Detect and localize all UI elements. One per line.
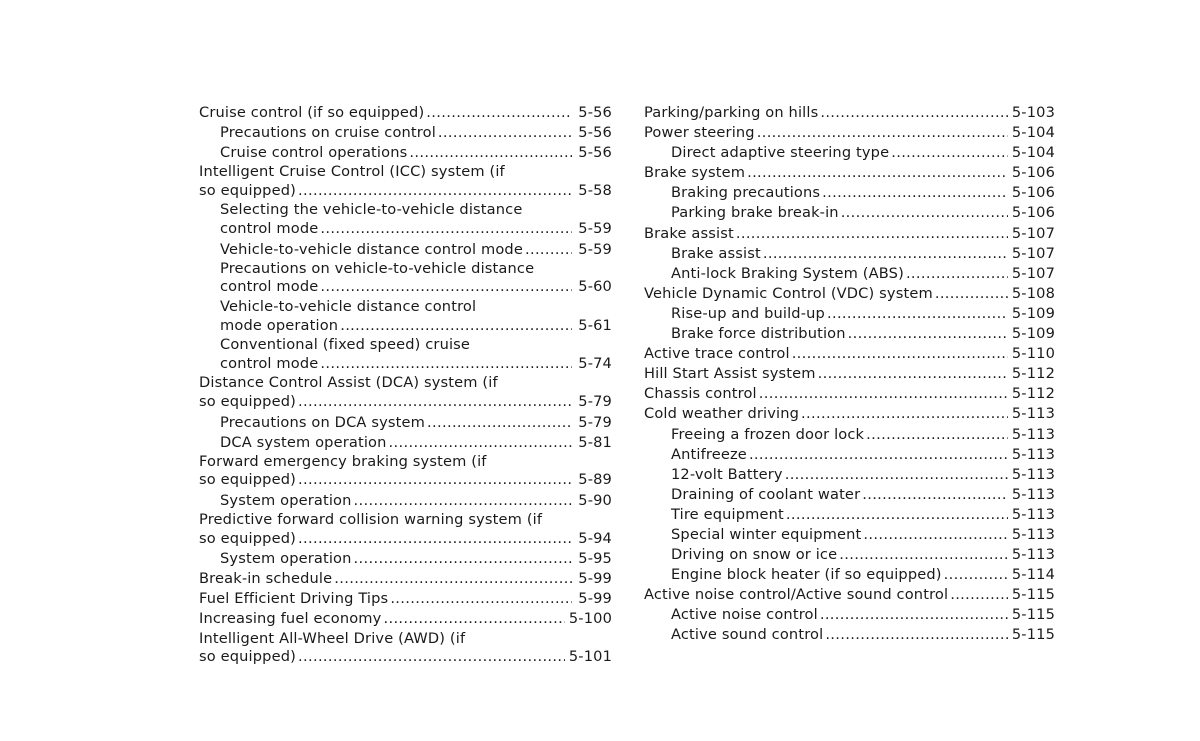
entry-line (671, 625, 1055, 645)
page-number: 5-61 (578, 316, 612, 334)
entry-title: Precautions on DCA system (220, 413, 425, 431)
entry-line (644, 123, 1055, 143)
entry-line-continued (220, 336, 612, 354)
entry-line (220, 354, 612, 375)
page-number: 5-79 (578, 392, 612, 410)
page-number: 5-56 (578, 104, 612, 121)
entry-title: Vehicle Dynamic Control (VDC) system (644, 284, 933, 302)
entry-line (671, 143, 1055, 163)
page-number: 5-107 (1011, 244, 1055, 262)
dot-leader (436, 123, 572, 143)
index-subentry (199, 491, 612, 511)
page-number: 5-94 (578, 529, 612, 547)
entry-line (671, 465, 1055, 485)
index-entry (644, 404, 1055, 424)
entry-title: Cruise control (if so equipped) (199, 104, 425, 121)
page-number: 5-113 (1011, 445, 1055, 463)
page-number: 5-60 (578, 278, 612, 296)
page-number: 5-115 (1011, 586, 1055, 604)
entry-title: Predictive forward collision warning system (if (199, 510, 543, 528)
index-entry (644, 224, 1055, 244)
index-subentry (644, 324, 1055, 344)
index-entry (199, 453, 612, 491)
entry-title: Brake system (644, 164, 746, 182)
page-number: 5-56 (578, 124, 612, 142)
index-entry (644, 163, 1055, 183)
dot-leader (839, 203, 1008, 223)
entry-line (220, 143, 612, 163)
entry-title: Active noise control/Active sound control (644, 586, 949, 604)
dot-leader (889, 143, 1008, 163)
index-column-left (199, 103, 612, 668)
index-subentry (644, 505, 1055, 525)
entry-line-continued (220, 298, 612, 316)
page-number: 5-113 (1011, 425, 1055, 443)
entry-line (199, 392, 612, 413)
index-subentry (644, 625, 1055, 645)
entry-title: Precautions on vehicle-to-vehicle distance (220, 259, 535, 277)
dot-leader (818, 103, 1008, 123)
page-number: 5-103 (1011, 104, 1055, 121)
dot-leader (318, 219, 572, 240)
index-subentry (199, 240, 612, 260)
dot-leader (942, 565, 1008, 585)
index-entry (644, 364, 1055, 384)
entry-line (199, 103, 612, 123)
entry-line (199, 609, 612, 629)
dot-leader (318, 354, 572, 375)
dot-leader (745, 163, 1008, 183)
entry-line-continued (220, 201, 612, 219)
entry-line (671, 505, 1055, 525)
entry-title: Rise-up and build-up (671, 304, 825, 322)
index-entry (644, 123, 1055, 143)
entry-title: Distance Control Assist (DCA) system (if (199, 374, 498, 392)
index-subentry (644, 264, 1055, 284)
dot-leader (820, 183, 1008, 203)
entry-line (644, 585, 1055, 605)
entry-line (220, 219, 612, 240)
dot-leader (904, 264, 1008, 284)
entry-line (220, 277, 612, 298)
entry-title: Brake force distribution (671, 325, 846, 343)
index-subentry (644, 203, 1055, 223)
dot-leader (296, 470, 572, 491)
dot-leader (387, 433, 572, 453)
entry-title: Break-in schedule (199, 570, 333, 588)
entry-line (220, 240, 612, 260)
entry-title: Driving on snow or ice (671, 546, 838, 564)
entry-title: Conventional (fixed speed) cruise (220, 336, 471, 354)
entry-title: so equipped) (199, 471, 296, 489)
page-number: 5-113 (1011, 546, 1055, 564)
entry-title: control mode (220, 278, 319, 296)
index-column-right (644, 103, 1055, 646)
dot-leader (338, 316, 572, 337)
dot-leader (747, 445, 1008, 465)
entry-line (220, 491, 612, 511)
entry-title: Intelligent All-Wheel Drive (AWD) (if (199, 629, 466, 647)
entry-line (644, 284, 1055, 304)
page-number: 5-107 (1011, 224, 1055, 242)
dot-leader (837, 545, 1008, 565)
page-number: 5-104 (1011, 124, 1055, 142)
index-subentry (199, 298, 612, 336)
dot-leader (799, 404, 1008, 424)
dot-leader (860, 485, 1008, 505)
index-entry (199, 630, 612, 668)
entry-line (644, 163, 1055, 183)
index-entry (199, 163, 612, 201)
dot-leader (825, 304, 1008, 324)
entry-title: Fuel Efficient Driving Tips (199, 590, 389, 608)
entry-line (220, 123, 612, 143)
entry-line-continued (199, 630, 612, 648)
entry-title: Brake assist (644, 224, 734, 242)
entry-line (220, 549, 612, 569)
entry-title: Direct adaptive steering type (671, 144, 890, 162)
entry-line (671, 244, 1055, 264)
dot-leader (407, 143, 572, 163)
entry-title: Brake assist (671, 244, 761, 262)
dot-leader (864, 425, 1008, 445)
entry-title: Cold weather driving (644, 405, 800, 423)
dot-leader (332, 569, 572, 589)
page-number: 5-115 (1011, 626, 1055, 644)
entry-line (671, 304, 1055, 324)
entry-line-continued (220, 260, 612, 278)
page-number: 5-99 (578, 570, 612, 588)
page-number: 5-113 (1011, 405, 1055, 423)
index-entry (644, 344, 1055, 364)
page-number: 5-104 (1011, 144, 1055, 162)
dot-leader (818, 605, 1008, 625)
entry-line (644, 103, 1055, 123)
page-number: 5-59 (578, 220, 612, 238)
index-subentry (199, 260, 612, 298)
entry-line (644, 364, 1055, 384)
entry-title: Braking precautions (671, 184, 821, 202)
page-number: 5-114 (1011, 566, 1055, 584)
dot-leader (846, 324, 1008, 344)
page-number: 5-110 (1011, 345, 1055, 363)
index-subentry (644, 465, 1055, 485)
entry-line (671, 545, 1055, 565)
index-subentry (644, 304, 1055, 324)
entry-line-continued (199, 453, 612, 471)
index-subentry (644, 485, 1055, 505)
index-subentry (644, 425, 1055, 445)
page-number: 5-99 (578, 590, 612, 608)
entry-title: Precautions on cruise control (220, 124, 436, 142)
page-number: 5-90 (578, 491, 612, 509)
entry-title: Selecting the vehicle-to-vehicle distance (220, 201, 523, 219)
entry-line (671, 183, 1055, 203)
entry-title: Parking brake break-in (671, 204, 839, 222)
entry-title: Active trace control (644, 345, 790, 363)
index-subentry (644, 183, 1055, 203)
index-subentry (644, 143, 1055, 163)
entry-line-continued (199, 511, 612, 529)
page-number: 5-56 (578, 144, 612, 162)
entry-title: Increasing fuel economy (199, 610, 382, 628)
page-number: 5-113 (1011, 485, 1055, 503)
page-number: 5-58 (578, 181, 612, 199)
index-subentry (644, 244, 1055, 264)
entry-title: DCA system operation (220, 433, 387, 451)
page-number: 5-101 (568, 648, 612, 666)
entry-line (671, 324, 1055, 344)
entry-line (220, 433, 612, 453)
entry-title: 12-volt Battery (671, 465, 783, 483)
entry-title: Vehicle-to-vehicle distance control (220, 297, 477, 315)
entry-title: Active noise control (671, 606, 818, 624)
entry-line (671, 485, 1055, 505)
page-number: 5-112 (1011, 365, 1055, 383)
entry-line (199, 181, 612, 202)
page-number: 5-59 (578, 240, 612, 258)
dot-leader (388, 589, 572, 609)
entry-line (671, 264, 1055, 284)
entry-line (671, 445, 1055, 465)
entry-line (220, 316, 612, 337)
entry-line-continued (199, 374, 612, 392)
page-number: 5-108 (1011, 284, 1055, 302)
dot-leader (933, 284, 1008, 304)
entry-title: Chassis control (644, 385, 757, 403)
page-number: 5-106 (1011, 184, 1055, 202)
entry-title: Hill Start Assist system (644, 365, 816, 383)
page-number: 5-113 (1011, 525, 1055, 543)
entry-title: control mode (220, 220, 319, 238)
page-number: 5-109 (1011, 325, 1055, 343)
entry-title: control mode (220, 354, 319, 372)
page-number: 5-100 (568, 610, 612, 628)
dot-leader (352, 549, 572, 569)
entry-title: Intelligent Cruise Control (ICC) system (if (199, 163, 505, 181)
index-entry (644, 384, 1055, 404)
entry-line (199, 647, 612, 668)
entry-title: Power steering (644, 124, 755, 142)
dot-leader (424, 103, 572, 123)
index-subentry (199, 123, 612, 143)
entry-title: so equipped) (199, 648, 296, 666)
dot-leader (761, 244, 1008, 264)
page-number: 5-106 (1011, 164, 1055, 182)
dot-leader (296, 647, 565, 668)
dot-leader (790, 344, 1008, 364)
index-entry (199, 609, 612, 629)
index-subentry (199, 336, 612, 374)
dot-leader (318, 277, 572, 298)
entry-title: Anti-lock Braking System (ABS) (671, 264, 904, 282)
entry-line (644, 404, 1055, 424)
entry-line (671, 425, 1055, 445)
entry-title: Engine block heater (if so equipped) (671, 566, 942, 584)
entry-line (644, 224, 1055, 244)
entry-line (199, 589, 612, 609)
dot-leader (734, 224, 1008, 244)
index-subentry (644, 605, 1055, 625)
index-subentry (199, 433, 612, 453)
index-entry (644, 585, 1055, 605)
entry-title: Cruise control operations (220, 144, 408, 162)
entry-title: System operation (220, 491, 352, 509)
index-subentry (644, 565, 1055, 585)
page-number: 5-107 (1011, 264, 1055, 282)
dot-leader (352, 491, 572, 511)
entry-title: Special winter equipment (671, 525, 862, 543)
page-number: 5-74 (578, 354, 612, 372)
entry-line-continued (199, 163, 612, 181)
dot-leader (755, 123, 1008, 143)
entry-title: Freeing a frozen door lock (671, 425, 865, 443)
page-number: 5-113 (1011, 465, 1055, 483)
index-subentry (199, 413, 612, 433)
index-subentry (644, 525, 1055, 545)
index-entry (199, 569, 612, 589)
entry-title: Vehicle-to-vehicle distance control mode (220, 240, 523, 258)
dot-leader (784, 505, 1008, 525)
entry-title: Draining of coolant water (671, 485, 861, 503)
dot-leader (861, 525, 1007, 545)
index-entry (199, 374, 612, 412)
dot-leader (523, 240, 572, 260)
page-number: 5-113 (1011, 505, 1055, 523)
entry-line (644, 344, 1055, 364)
page-number: 5-95 (578, 550, 612, 568)
index-entry (644, 103, 1055, 123)
index-subentry (644, 445, 1055, 465)
entry-line (644, 384, 1055, 404)
entry-title: so equipped) (199, 181, 296, 199)
entry-line (671, 525, 1055, 545)
entry-title: Tire equipment (671, 505, 784, 523)
page-number: 5-89 (578, 471, 612, 489)
entry-title: Forward emergency braking system (if (199, 452, 487, 470)
entry-line (220, 413, 612, 433)
page-number: 5-79 (578, 413, 612, 431)
index-subentry (199, 549, 612, 569)
entry-line (199, 470, 612, 491)
index-entry (199, 589, 612, 609)
entry-title: so equipped) (199, 529, 296, 547)
entry-title: Active sound control (671, 626, 824, 644)
dot-leader (783, 465, 1008, 485)
entry-title: Parking/parking on hills (644, 104, 819, 121)
entry-title: System operation (220, 550, 352, 568)
dot-leader (381, 609, 564, 629)
index-entry (199, 511, 612, 549)
index-subentry (199, 201, 612, 239)
dot-leader (296, 392, 572, 413)
dot-leader (296, 181, 572, 202)
entry-title: so equipped) (199, 392, 296, 410)
entry-line (671, 565, 1055, 585)
dot-leader (425, 413, 572, 433)
dot-leader (757, 384, 1008, 404)
dot-leader (816, 364, 1008, 384)
dot-leader (823, 625, 1008, 645)
entry-title: mode operation (220, 316, 339, 334)
entry-line (671, 605, 1055, 625)
entry-line (199, 529, 612, 550)
page-number: 5-106 (1011, 204, 1055, 222)
index-entry (644, 284, 1055, 304)
dot-leader (296, 529, 572, 550)
entry-line (671, 203, 1055, 223)
dot-leader (948, 585, 1008, 605)
entry-title: Antifreeze (671, 445, 747, 463)
page-number: 5-115 (1011, 606, 1055, 624)
index-subentry (644, 545, 1055, 565)
index-subentry (199, 143, 612, 163)
page-number: 5-109 (1011, 304, 1055, 322)
entry-line (199, 569, 612, 589)
index-entry (199, 103, 612, 123)
page-number: 5-112 (1011, 385, 1055, 403)
page-number: 5-81 (578, 433, 612, 451)
